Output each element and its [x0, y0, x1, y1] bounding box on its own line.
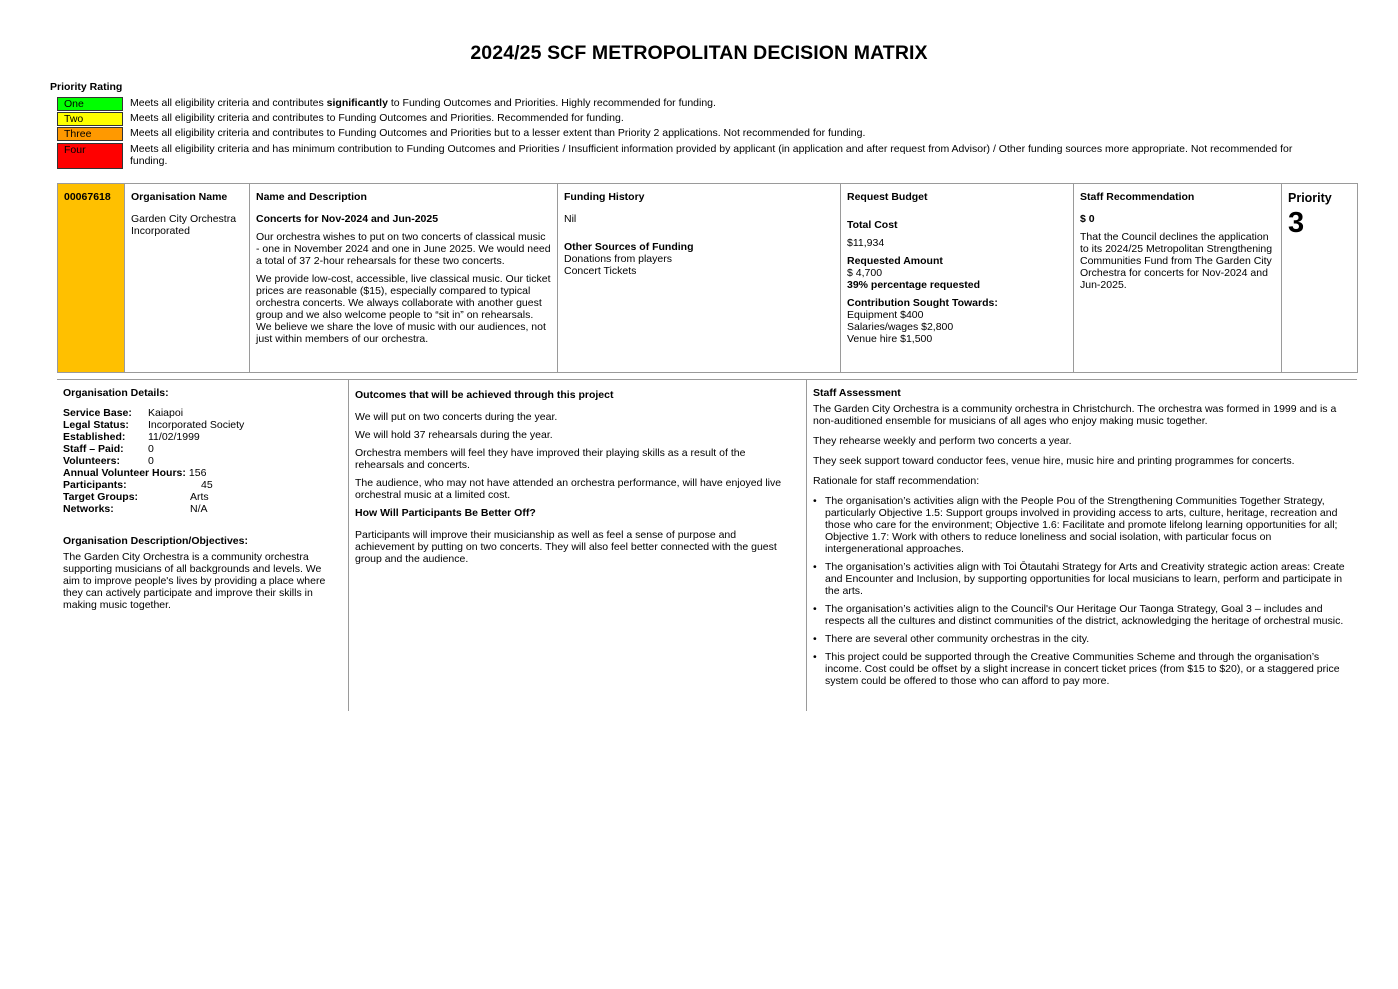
better-off-heading: How Will Participants Be Better Off? [355, 507, 536, 519]
application-id-cell [58, 184, 125, 373]
priority-rating-row-three [57, 127, 1357, 141]
objectives-text: The Garden City Orchestra is a community orchestra supporting musicians of all backgrounds and levels. We aim to improve people's lives by providing a place where they can actively participate and improve their skills in making music together. [63, 551, 326, 611]
funding-history-value: Nil [564, 213, 577, 225]
rationale-label: Rationale for staff recommendation: [813, 475, 980, 487]
application-id: 00067618 [64, 191, 111, 203]
priority-swatch-two: Two [57, 112, 123, 126]
rationale-bullet: • There are several other community orchestras in the city. [825, 633, 1350, 645]
other-source-item: Concert Tickets [564, 265, 637, 277]
rationale-bullet: • The organisation’s activities align with Toi Ōtautahi Strategy for Arts and Creativity strategic action areas: Create and Encounter and Inclusion, by supporting opportunities for local musicians to learn, perform and participate in the arts. [825, 561, 1350, 597]
organisation-name: Garden City Orchestra Incorporated [131, 213, 237, 237]
contribution-item: Venue hire $1,500 [847, 333, 933, 345]
staff-recommendation-amount: $ 0 [1080, 213, 1095, 225]
contribution-label: Contribution Sought Towards: [847, 297, 998, 309]
outcome-item: The audience, who may not have attended an orchestra performance, will have enjoyed live orchestral music at a limited cost. [355, 477, 782, 501]
contribution-item: Equipment $400 [847, 309, 924, 321]
detail-row-networks: Networks: N/A [63, 503, 208, 515]
priority-rating-row-one [57, 97, 1357, 111]
priority-swatch-three: Three [57, 127, 123, 141]
priority-rating-heading: Priority Rating [50, 81, 123, 93]
page-title: 2024/25 SCF METROPOLITAN DECISION MATRIX [470, 42, 928, 64]
priority-swatch-one: One [57, 97, 123, 111]
other-source-item: Donations from players [564, 253, 672, 265]
requested-amount-label: Requested Amount [847, 255, 943, 267]
rationale-bullet: • The organisation’s activities align to the Council's Our Heritage Our Taonga Strategy, Goal 3 – includes and respects all the cultures and distinct communities of the district, acknowledging the heritage of orchestral music. [825, 603, 1350, 627]
organisation-name-heading: Organisation Name [131, 191, 228, 203]
organisation-details-heading: Organisation Details: [63, 387, 169, 399]
detail-row-volunteers: Volunteers: 0 [63, 455, 154, 467]
detail-row-target-groups: Target Groups: Arts [63, 491, 209, 503]
priority-cell [1282, 184, 1358, 373]
total-cost-label: Total Cost [847, 219, 898, 231]
description-paragraph-1: Our orchestra wishes to put on two concerts of classical music - one in November 2024 and one in June 2025. We would need a total of 37 2-hour rehearsals for these two concerts. [256, 231, 551, 267]
rationale-bullet: • The organisation’s activities align with the People Pou of the Strengthening Communities Together Strategy, particularly Objective 1.5: Support groups involved in providing access to arts, culture, heritage, recreation and those who care for the environment; Objective 1.6: Facilitate and promote lifelong learning opportunities for all; Objective 1.7: Work with others to reduce loneliness and social isolation, with particular focus on intergenerational approaches. [825, 495, 1350, 555]
rationale-bullet: • This project could be supported through the Creative Communities Scheme and through the organisation’s income. Cost could be offset by a slight increase in concert ticket prices (from $15 to $20), or a staggered price system could be offered to those who can afford to pay more. [825, 651, 1350, 687]
outcome-item: We will hold 37 rehearsals during the year. [355, 429, 553, 441]
application-summary-table [57, 183, 1358, 373]
request-budget-heading: Request Budget [847, 191, 928, 203]
priority-rating-row-two [57, 112, 1357, 126]
staff-recommendation-cell [1074, 184, 1282, 373]
detail-row-volunteer-hours: Annual Volunteer Hours: 156 [63, 467, 207, 479]
priority-desc-four: Meets all eligibility criteria and has minimum contribution to Funding Outcomes and Priorities / Insufficient information provided by applicant (in application and after request from Advisor) / Other funding sources more appropriate. Not recommended for funding. [130, 143, 1293, 167]
priority-desc-three: Meets all eligibility criteria and contributes to Funding Outcomes and Priorities but to a lesser extent than Priority 2 applications. Not recommended for funding. [130, 127, 866, 139]
detail-row-service-base: Service Base: Kaiapoi [63, 407, 184, 419]
requested-amount-value: $ 4,700 [847, 267, 883, 279]
staff-recommendation-heading: Staff Recommendation [1080, 191, 1195, 203]
objectives-heading: Organisation Description/Objectives: [63, 535, 248, 547]
funding-history-heading: Funding History [564, 191, 645, 203]
detail-row-established: Established: 11/02/1999 [63, 431, 200, 443]
staff-assessment-section [813, 387, 1350, 693]
description-heading: Name and Description [256, 191, 367, 203]
outcome-item: Orchestra members will feel they have improved their playing skills as a result of the rehearsals and concerts. [355, 447, 746, 471]
better-off-text: Participants will improve their musicianship as well as feel a sense of purpose and achievement by putting on two concerts. They will also feel better connected with the guest group and the audience. [355, 529, 777, 565]
other-sources-heading: Other Sources of Funding [564, 241, 694, 253]
outcomes-section [355, 387, 795, 571]
organisation-details-section [63, 387, 338, 617]
rationale-list [813, 495, 1350, 687]
description-cell [250, 184, 558, 373]
outcome-item: We will put on two concerts during the year. [355, 411, 558, 423]
priority-rating-row-four [57, 143, 1357, 169]
column-divider-2 [806, 379, 807, 711]
requested-percentage: 39% percentage requested [847, 279, 981, 291]
priority-swatch-four: Four [57, 143, 123, 169]
assessment-paragraph: They seek support toward conductor fees, venue hire, music hire and printing programmes for concerts. [813, 455, 1295, 467]
request-budget-cell [841, 184, 1074, 373]
description-paragraph-2: We provide low-cost, accessible, live classical music. Our ticket prices are reasonable ($15), especially compared to typical orchestra concerts. We always collaborate with another guest group and we also welcome people to “sit in” on rehearsals. We believe we share the love of music with our audiences, not just within members of our orchestra. [256, 273, 551, 345]
staff-recommendation-text: That the Council declines the application to its 2024/25 Metropolitan Strengthening Communities Fund from The Garden City Orchestra for concerts for Nov-2024 and Jun-2025. [1080, 231, 1273, 291]
priority-heading: Priority [1288, 191, 1332, 205]
organisation-name-cell [125, 184, 250, 373]
priority-value: 3 [1288, 207, 1305, 239]
project-name: Concerts for Nov-2024 and Jun-2025 [256, 213, 439, 225]
funding-history-cell [558, 184, 841, 373]
outcomes-heading: Outcomes that will be achieved through this project [355, 389, 614, 401]
priority-desc-two: Meets all eligibility criteria and contributes to Funding Outcomes and Priorities. Recommended for funding. [130, 112, 624, 124]
detail-row-staff-paid: Staff – Paid: 0 [63, 443, 154, 455]
detail-row-participants: Participants: 45 [63, 479, 213, 491]
priority-desc-one: Meets all eligibility criteria and contributes significantly to Funding Outcomes and Priorities. Highly recommended for funding. [130, 97, 716, 109]
contribution-item: Salaries/wages $2,800 [847, 321, 954, 333]
detail-row-legal-status: Legal Status: Incorporated Society [63, 419, 245, 431]
staff-assessment-heading: Staff Assessment [813, 387, 901, 399]
assessment-paragraph: The Garden City Orchestra is a community orchestra in Christchurch. The orchestra was formed in 1999 and is a non-auditioned ensemble for musicians of all ages who enjoy making music together. [813, 403, 1337, 427]
total-cost-value: $11,934 [847, 237, 885, 249]
assessment-paragraph: They rehearse weekly and perform two concerts a year. [813, 435, 1072, 447]
column-divider-1 [348, 379, 349, 711]
section-divider [57, 379, 1357, 380]
